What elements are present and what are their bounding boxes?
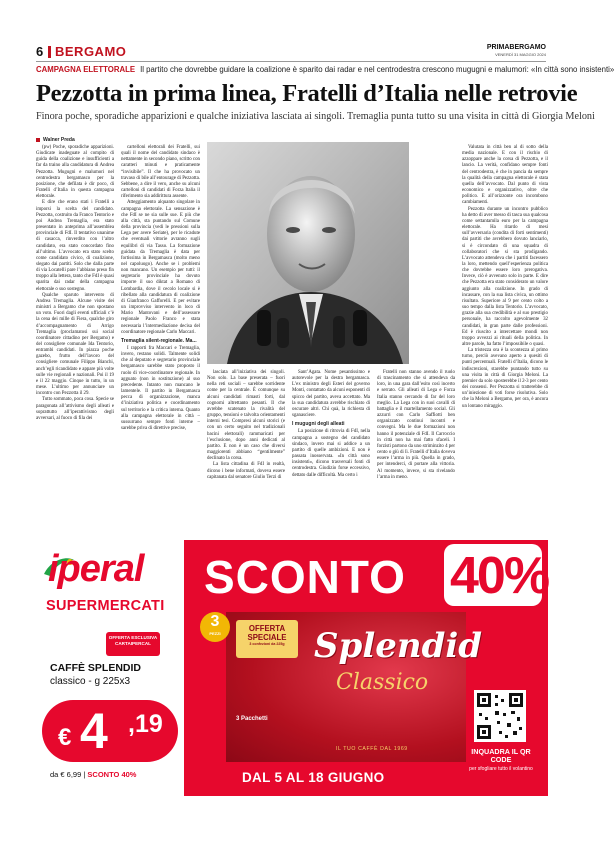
byline xyxy=(36,137,75,143)
article-column-5 xyxy=(377,370,455,536)
kicker-text: Il partito che dovrebbe guidare la coalizione è sparito dai radar e nel centrodestra crescono mugugni e malumori: «In città sono insistenti» xyxy=(140,65,614,74)
package-offer-badge xyxy=(236,620,298,658)
paragraph: La lista cittadina di FdI in realtà, dicono i bene informati, doveva essere capitanata dal senatore Giulio Terzi di xyxy=(207,462,285,480)
price-integer: 4 xyxy=(80,703,106,759)
package-offer-title: OFFERTA SPECIALE xyxy=(247,624,287,642)
was-discount: SCONTO 40% xyxy=(87,770,137,779)
paragraph: cartelloni elettorali dei Fratelli, sui quali il nome del candidato sindaco è nettamente in secondo piano, scritto con caratteri minuti e praticamente “invisibile”. Il che ha provocato un travaso di bile all’entourage di Pezzotta. Sebbene, a dire il vero, anche su alcuni cartelloni di candidati di Forza Italia il riferimento sia addirittura assente. xyxy=(121,145,200,200)
product-variant: classico - g 225x3 xyxy=(50,676,131,687)
supermarket-advertisement xyxy=(36,540,548,796)
product-name: CAFFÈ SPLENDID xyxy=(50,662,142,674)
qr-subtitle: per sfogliare tutto il volantino xyxy=(469,766,533,772)
article-summary: Finora poche, sporadiche apparizioni e qualche iniziativa lasciata ai singoli. Tremaglia punta tutto su una visita in città di Giorgia Meloni xyxy=(36,111,595,122)
paragraph: Valutata in città ben al di sotto della media nazionale. E con il rischio di azzoppare anche la corsa di Pezzotta, e il lancio. La verità, confidano sempre fonti del centrodestra, è che in pancia da sempre la qualità della campagna elettorale è stata quella dell’avvocato. Dal punto di vista economico e organizzativo, oltre che politico. E all’orizzonte ora incombono cambiamenti. xyxy=(462,145,548,206)
paragraph: (pw) Poche, sporadiche apparizioni. Giudicate inadeguate al compito di guida della coalizione e insufficienti a far da traino alla candidatura di Andrea Pezzotta. Mugugni e malumori nel centrodestra bergamasco per la posizione, che defilata è dir poco, di Fratelli d’Italia in questa campagna elettorale. xyxy=(36,145,114,200)
section-title: BERGAMO xyxy=(55,44,127,59)
subheading: Tremaglia silent-regionale. Ma... xyxy=(121,337,197,344)
discount-box xyxy=(444,544,549,606)
page-number: 6 xyxy=(36,44,44,59)
paragraph: La posizione di ritrovia di FdI, nella campagna a sostegno del candidato sindaco, invero mai si addice a un partito di quelle ambizioni. E non è passata inosservata. «In città sono insistenti», dicono trasversali fonti di centrodestra. Giudizio forse eccessivo, dettato dalle difficoltà. Ma certo i xyxy=(292,429,370,478)
package-brand: Splendid xyxy=(314,626,483,666)
price-bubble xyxy=(42,700,178,762)
article-photo-politician xyxy=(207,142,409,364)
paragraph: Atteggiamento alquanto singolare in campagna elettorale. La sensazione è che FdI se ne sia sulle sue. E più che alla città, sta puntando sul Comune della provincia (vedi le pressioni sulla Lega per avere Seriate), per le ricadute che eventuali vittorie avranno sugli equilibri di via Tasso. La formazione guidata da Tremaglia è data per fortissima in Bergamasca (molto meno nel capoluogo). Anche se i problemi non mancano. Un esempio per tutti: il segretario provinciale ha dovuto imporre il suo diktat a Romano di Lombardia, dove il cecolo locale si è ribellato alla candidatura di coalizione di Gianfranco Gafforelli. E per evitare un improvviso intervento in loco di Mario Mantovani e dell’assessore regionale Paolo Franco e stata necessaria l’intermediazione decisa del coordinatore regionale Carlo Maccari. xyxy=(121,200,200,335)
qr-code-icon[interactable] xyxy=(474,690,526,742)
price-decimal: ,19 xyxy=(128,710,163,738)
currency-symbol: € xyxy=(58,724,72,751)
article-column-2 xyxy=(121,145,200,537)
pack-label: PEZZI xyxy=(209,631,221,636)
paragraph: I rapporti fra Maccari e Tremaglia, invero, restano solidi. Talmente solidi che al deputato e segretario provinciale bergamasco sarebbe stato proposto il ruolo di vice-coordinatore regionale. In agguato (non in sostituzione) al suo precedente. Intanto non mancano le lamentele. Il partito in Bergamasca pecca di organizzazione, manca d’iniziativa politica e coordinamento sul territorio e la critica interna. Quanto alla campagna elettorale in città – sussurrano sempre fonti interne – sarebbe priva di direttive precise, xyxy=(121,346,200,432)
discount-percentage: 40% xyxy=(450,547,549,605)
pack-count-badge xyxy=(200,612,230,642)
paragraph: La tristezza ora è la scontezza al primo turno, perciò avevano aperto a quesiti di punti percentuali. Fratelli d’Italia, dicono le indiscrezioni, starebbe puntando tutto su una visita in città di Giorgia Meloni. La premier da solo sposterebbe il 2-3 per cento dei consensi. Per Pezzotta si tratterebbe di un’iniezione di voti forse risolutiva. Solo che la Meloni a Bergamo, per ora, è ancora un lontano miraggio. xyxy=(462,348,548,409)
paragraph: E dire che erano stati i Fratelli a imporsi la scelta del candidato. Pezzotta, costruito da Franco Tentorio e poi Andrea Tremaglia, era stato presentato in anteprima all’assemblea provinciale di FdI. Il tentativo unanime di casacca, rinverdito con l’altro candidato, era stato concordato fino all’ultimo. L’avvocato era stato scelto come candidato civico, di coalizione, slegato dai partiti. Solo che dalla parte di via Locatelli pare l’abbiano preso fin troppo alla lettera, tanto che FdI è quasi sparita dai radar della campagna elettorale o suo sostegno. xyxy=(36,200,114,292)
exclusive-offer-badge: OFFERTA ESCLUSIVA CARTAIPERCAL xyxy=(106,632,160,656)
article-column-6 xyxy=(462,145,548,537)
pack-count: 3 xyxy=(210,613,220,630)
paragraph: Pezzotta durante un incontro pubblico ha detto di aver messo di tasca sua qualcosa come settantamila euro per la campagna elettorale. Ha ritardo di mesi sull’avversaria (condita di forti sentimenti) dai partiti che avrebbero dovuto lanciarlo, si è circondato di una squadra di collaboratori che si sta prodigando. L’avvocato attendeva che i partiti facessero la loro, mettendo quell’esperienza politica che dovrebbe essere loro prerogativa. Invece, ciò è avvenuto solo in parte. E dire che Pezzotta era stato considerato un valore aggiunto alla coalizione. In grado di incassare, con la sua lista civica, un ottimo risultato. Superiore al 9 per cento colto a suo tempo dalla lista Tentorio. L’avvocato, grazie alla sua credibilità e al suo prestigio personale, ha raccolto agevolmente 32 candidati, in gran parte dalle professioni. Ed è riuscito a intercettare mondi non troppo avvezzi ai rituali della politica. In altre parole, ha fatto l’impossibile o quasi. xyxy=(462,206,548,347)
ad-offer-panel xyxy=(36,540,184,796)
masthead: PRIMABERGAMO xyxy=(486,44,546,51)
article-headline: Pezzotta in prima linea, Fratelli d’Italia nelle retrovie xyxy=(36,80,578,107)
qr-code-pattern xyxy=(477,693,523,739)
paragraph: Tutto sommato, poca cosa. Specie se paragonata all’attivismo degli alleati e soprattutto all’iperattivismo degli avversari, al fuoco di fila dei xyxy=(36,397,114,421)
store-subtitle: SUPERMERCATI xyxy=(46,598,165,614)
offer-dates: DAL 5 AL 18 GIUGNO xyxy=(242,770,385,785)
byline-marker xyxy=(36,138,40,142)
qr-call-to-action: INQUADRA IL QR CODE xyxy=(471,747,531,764)
paragraph: Sant’Agata. Nome pesantissimo e autorevole per la destra bergamasca. L’ex ministro degli Esteri del governo Monti, contattato da alcuni esponenti di spicco del partito, aveva accettato. Ma la sua candidatura avrebbe rischiato di oscurare altri. Chi quà, la richiesta di sganasciere. xyxy=(292,370,370,419)
kicker-label: CAMPAGNA ELETTORALE xyxy=(36,65,136,74)
store-logo: iperal xyxy=(48,548,144,590)
paragraph: Fratelli non stanno avendo il ruolo di trascinamento che si attendeva da loro, in una gara dall’esito così incerto e serrato. Gli alleati di Lega e Forza Italia stanno cercando di far del loro meglio. La Lega con in suoi cavalli di battaglia e il martellamento social. Gli azzurri con Carlo Saffiotti ben organizzato continui incontri e convegni. Ma le due formazioni non hanno il potenziale di FdI. Il Carroccio in città non ha mai fatto sfaceli. I forzisti partono da uno striminzito 4 per cento o giù di lì. Fratelli d’Italia doveva essere l’arma in più. Quella in grado, per intenderci, di portare alla vittoria. Al momento, invece, si sta rivelando l’arma in meno. xyxy=(377,370,455,480)
article-column-3 xyxy=(207,370,285,536)
coffee-package xyxy=(226,612,483,762)
was-price: da € 6,99 xyxy=(50,770,82,779)
paragraph: lasciata all’iniziativa dei singoli. Non solo. La base preserata – fuori nella reti sociali – sarebbe sorridente come per la centrale. È comunque su alcuni candidati rimasti forti, dal cognomi altrettanto pesanti. Il che avrebbe scatenato la rivalità del gruppo, tensioni e talvolta orientamenti interni tesi. Compresi alcuni storici (e con un certo seguito nel tradizionali bacini elettorali) rammaricati per l’esclusione, dopo anni dedicati al partito. E non è un caso che diversi maggiorenti abbiano “gentilmente” declinato la corsa. xyxy=(207,370,285,462)
header-rule xyxy=(36,61,546,62)
ad-headline: SCONTO xyxy=(204,551,406,603)
portrait-illustration xyxy=(207,142,409,364)
article-kicker xyxy=(36,65,614,74)
package-count-label: 3 Pacchetti xyxy=(236,716,268,722)
article-column-4 xyxy=(292,370,370,536)
paragraph: Qualche sparuto intervento di Andrea Tremaglia. Alcune visite dei ministri a Bergamo che non spostano un voto. Fuori dagli eventi ufficiali c’è la cena dei mille di Fiera, qualche giro d’accompagnamento di Arrigo Tremaglia (proclamatosi sui social coordinatore cittadino per Bergamo) e del consigliere comunale Ida Tentorio, entrambi candidati. In piazza poche gazebo, frutto dell’lavoro del consigliere comunale Filippo Bianchi, anch’egli ricandidato e appare più volte sulle vie regionali e nazionali. Poi il 19 e il 22 maggio. Cinque in tutto, in un mese. L’ultimo per annunciare un incontro con Pezzotta il 29. xyxy=(36,292,114,397)
section-marker xyxy=(48,46,51,58)
package-slogan: IL TUO CAFFÈ DAL 1969 xyxy=(336,746,408,752)
original-price: da € 6,99 | SCONTO 40% xyxy=(50,770,137,779)
author-name: Walner Preda xyxy=(43,137,75,143)
page-header xyxy=(36,44,546,60)
package-flavor: Classico xyxy=(336,670,429,695)
issue-date: VENERDÌ 31 MAGGIO 2024 xyxy=(495,52,546,57)
package-offer-sub: 3 confezioni da 225g xyxy=(249,642,285,646)
article-column-1 xyxy=(36,145,114,537)
subheading: I mugugni degli alleati xyxy=(292,421,345,428)
